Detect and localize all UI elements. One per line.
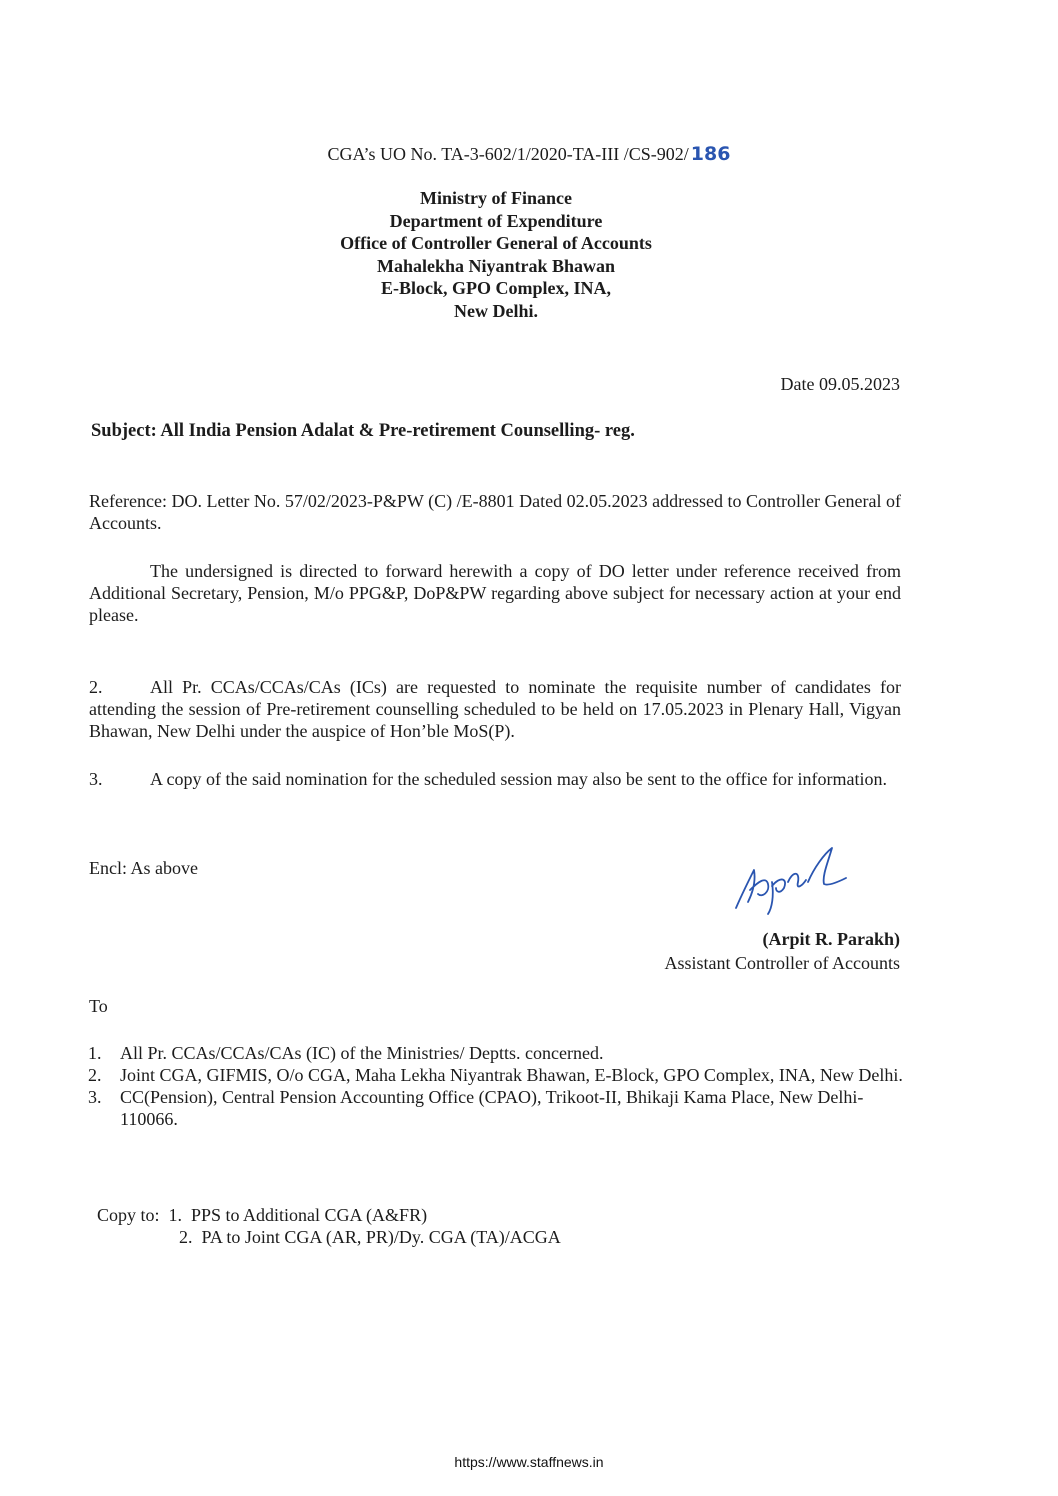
signature-block <box>665 928 900 974</box>
letterhead-building: Mahalekha Niyantrak Bhawan <box>376 255 616 276</box>
letterhead-office: Office of Controller General of Accounts <box>340 233 652 254</box>
paragraph-3-text: A copy of the said nomination for the scheduled session may also be sent to the office for information. <box>150 769 887 789</box>
paragraph-2-number: 2. <box>89 677 103 697</box>
paragraph-3-number: 3. <box>89 769 103 789</box>
paragraph-2-text: All Pr. CCAs/CCAs/CAs (ICs) are requested to nominate the requisite number of candidates for attending the session of Pre-retirement counselling scheduled to be held on 17.05.2023 in Plenary Hall, Vigyan Bhawan, New Delhi under the auspice of Hon’ble MoS(P). <box>89 677 901 741</box>
letterhead-city: New Delhi. <box>454 300 538 321</box>
to-label: To <box>89 996 108 1016</box>
list-item: 3. CC(Pension), Central Pension Accounting Office (CPAO), Trikoot-II, Bhikaji Kama Place, New Delhi-110066. <box>88 1087 864 1129</box>
uo-number: CGA’s UO No. TA-3-602/1/2020-TA-III /CS-902/ <box>327 144 689 164</box>
letterhead-department: Department of Expenditure <box>389 210 603 231</box>
recipient-list <box>88 1042 903 1130</box>
letterhead-address: E-Block, GPO Complex, INA, <box>380 278 611 299</box>
signatory-designation: Assistant Controller of Accounts <box>664 953 900 973</box>
uo-number-line <box>0 143 1058 165</box>
signature-image <box>728 842 868 922</box>
copy-to-block <box>97 1204 561 1248</box>
list-item: 1. All Pr. CCAs/CCAs/CAs (IC) of the Ministries/ Deptts. concerned. <box>88 1043 604 1063</box>
paragraph-2 <box>89 676 901 742</box>
copy-to-line-1: Copy to: 1. PPS to Additional CGA (A&FR) <box>97 1205 428 1225</box>
letterhead-ministry: Ministry of Finance <box>420 188 572 208</box>
paragraph-3 <box>89 768 901 790</box>
letterhead <box>0 187 992 323</box>
enclosure-note: Encl: As above <box>89 858 198 878</box>
paragraph-1: The undersigned is directed to forward herewith a copy of DO letter under reference received from Additional Secretary, Pension, M/o PPG&P, DoP&PW regarding above subject for necessary action at your end please. <box>89 561 901 625</box>
signatory-name: (Arpit R. Parakh) <box>762 929 900 949</box>
uo-handwritten-number: 186 <box>690 143 731 165</box>
copy-to-line-2: 2. PA to Joint CGA (AR, PR)/Dy. CGA (TA)/ACGA <box>179 1227 561 1247</box>
subject-line: Subject: All India Pension Adalat & Pre-retirement Counselling- reg. <box>91 421 635 441</box>
footer-url: https://www.staffnews.in <box>454 1454 604 1470</box>
letter-date: Date 09.05.2023 <box>780 374 900 394</box>
reference-paragraph: Reference: DO. Letter No. 57/02/2023-P&PW (C) /E-8801 Dated 02.05.2023 addressed to Controller General of Accounts. <box>89 491 901 533</box>
list-item: 2. Joint CGA, GIFMIS, O/o CGA, Maha Lekha Niyantrak Bhawan, E-Block, GPO Complex, INA, New Delhi. <box>88 1065 903 1085</box>
